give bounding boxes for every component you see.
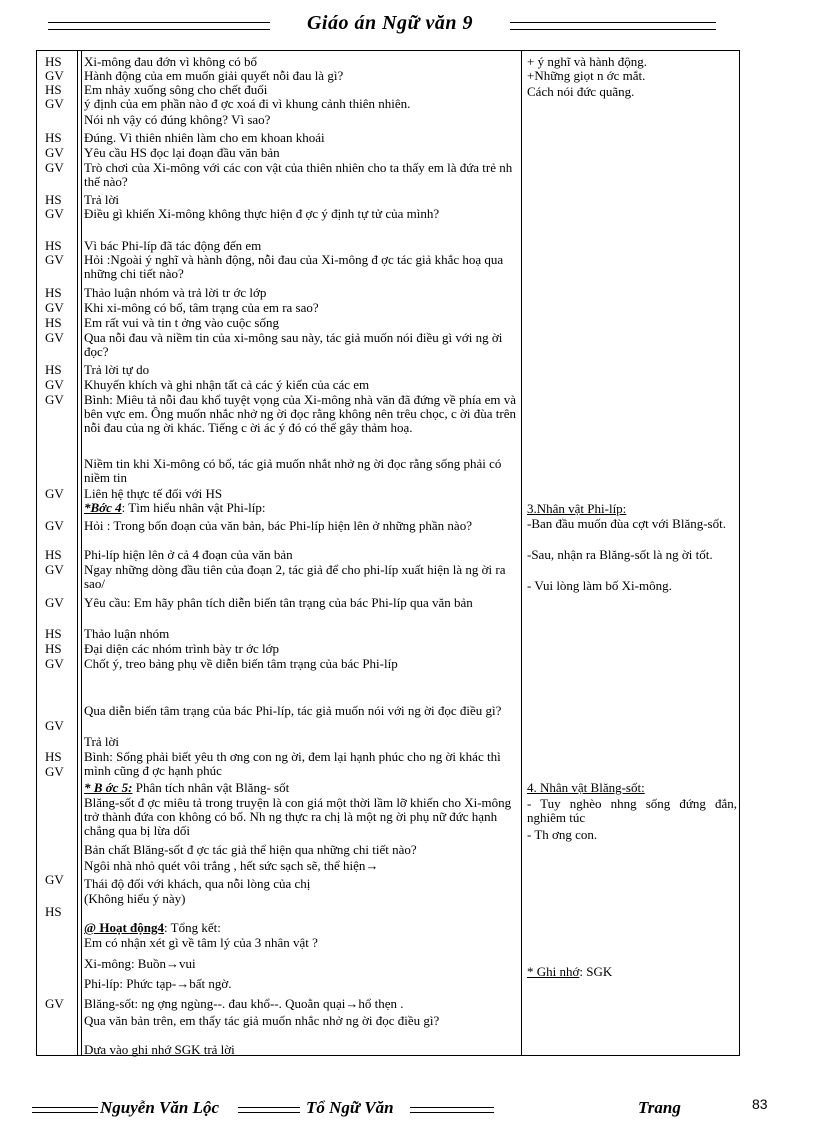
role-label: GV (45, 160, 64, 175)
right-arrow-icon: → (365, 858, 379, 873)
page-number: 83 (752, 1096, 768, 1112)
content-line: Blăng-sốt: ng ợng ngùng--. đau khổ--. Quoằn quại→hổ thẹn . (84, 996, 404, 1011)
role-label: HS (45, 904, 62, 919)
role-label: HS (45, 547, 62, 562)
role-label: HS (45, 362, 62, 377)
role-label: HS (45, 54, 62, 69)
content-line: Xi-mông: Buồn→vui (84, 956, 196, 971)
content-line: Bản chất Blăng-sốt đ ợc tác giả thể hiện qua những chi tiết nào? (84, 842, 417, 857)
note-line: * Ghi nhớ: SGK (527, 964, 613, 979)
note-line: +Những giọt n ớc mắt. (527, 68, 646, 83)
role-label: GV (45, 330, 64, 345)
content-line: Qua diễn biến tâm trạng của bác Phi-líp, tác giả muốn nói với ng ời đọc điều gì? (84, 703, 502, 718)
content-line: Khi xi-mông có bố, tâm trạng của em ra sao? (84, 300, 319, 315)
content-line: Đại diện các nhóm trình bày tr ớc lớp (84, 641, 279, 656)
content-line: Qua nỗi đau và niềm tin của xi-mông sau này, tác giả muốn nói điều gì với ng ời đọc? (84, 330, 503, 359)
role-label: GV (45, 96, 64, 111)
role-label: GV (45, 595, 64, 610)
content-line: Phi-líp: Phức tạp-→bất ngờ. (84, 976, 232, 991)
role-label: GV (45, 206, 64, 221)
role-label: GV (45, 656, 64, 671)
content-line: Trả lời (84, 734, 119, 749)
content-line: Ngay những dòng đầu tiên của đoạn 2, tác giả để cho phi-líp xuất hiện là ng ời ra sao/ (84, 562, 506, 591)
step-heading: * B ớc 5: (84, 780, 133, 795)
note-line: -Sau, nhận ra Blăng-sốt là ng ời tốt. (527, 547, 713, 562)
content-line (84, 781, 518, 795)
content-line: Em có nhận xét gì về tâm lý của 3 nhân vật ? (84, 935, 318, 950)
footer-rule (32, 1107, 98, 1113)
content-line: Hỏi : Trong bốn đoạn của văn bản, bác Phi-líp hiện lên ở những phần nào? (84, 518, 472, 533)
content-line: Liên hệ thực tế đối với HS (84, 486, 223, 501)
column-divider (77, 51, 78, 1055)
content-line: Hành động của em muốn giải quyết nỗi đau là gì? (84, 68, 344, 83)
step-heading: *Bớc 4 (84, 500, 122, 515)
note-line: + ý nghĩ và hành động. (527, 54, 647, 69)
role-label: GV (45, 68, 64, 83)
role-label: GV (45, 718, 64, 733)
activity-heading: @ Hoạt động4 (84, 920, 164, 935)
content-line: Chốt ý, treo bảng phụ về diễn biến tâm trạng của bác Phi-líp (84, 656, 398, 671)
role-label: GV (45, 764, 64, 779)
content-line: Hỏi :Ngoài ý nghĩ và hành động, nỗi đau của Xi-mông đ ợc tác giả khắc hoạ qua những chi tiết nào? (84, 252, 504, 281)
content-line: ý định của em phần nào đ ợc xoá đi vì khung cảnh thiên nhiên. (84, 96, 411, 111)
role-label: GV (45, 392, 64, 407)
content-line: Trò chơi của Xi-mông với các con vật của thiên nhiên cho ta thấy em là đứa trẻ nh thế nào? (84, 160, 513, 189)
footer-author: Nguyễn Văn Lộc (100, 1098, 219, 1117)
lesson-table (36, 50, 740, 1056)
content-line: Em nhảy xuống sông cho chết đuối (84, 82, 268, 97)
column-divider (81, 51, 82, 1055)
footer-rule (410, 1107, 494, 1113)
content-line: Em rất vui và tin t ởng vào cuộc sống (84, 315, 279, 330)
role-label: GV (45, 145, 64, 160)
role-label: HS (45, 238, 62, 253)
content-line: Dựa vào ghi nhớ SGK trả lời (84, 1042, 235, 1057)
content-line: Ngôi nhà nhỏ quét vôi trắng , hết sức sạch sẽ, thể hiện→ (84, 858, 379, 873)
role-label: GV (45, 486, 64, 501)
content-line: Trả lời tự do (84, 362, 150, 377)
role-label: HS (45, 626, 62, 641)
content-line: Bình: Miêu tả nỗi đau khổ tuyệt vọng của Xi-mông nhà văn đã đứng về phía em và bên vực em. Ông muốn nhắc nhở ng ời đọc rằng không nên trêu chọc, c ời đùa trên nỗi đau của ng ời khác. Tiếng c ời ác ý đó có thể gây thảm hoạ. (84, 392, 516, 435)
footer-trang: Trang (638, 1098, 681, 1117)
role-label: HS (45, 285, 62, 300)
content-line: Thái độ đối với khách, qua nỗi lòng của chị (84, 876, 311, 891)
role-label: GV (45, 377, 64, 392)
role-label: GV (45, 300, 64, 315)
note-line: - Vui lòng làm bố Xi-mông. (527, 578, 672, 593)
role-label: HS (45, 315, 62, 330)
page-footer (32, 1098, 744, 1120)
content-line: Nói nh vậy có đúng không? Vì sao? (84, 112, 271, 127)
role-label: GV (45, 518, 64, 533)
right-arrow-icon: → (176, 976, 190, 991)
note-heading: 3.Nhân vật Phi-líp: (527, 501, 627, 516)
right-arrow-icon: → (345, 996, 359, 1011)
header-title: Giáo án Ngữ văn 9 (306, 12, 474, 34)
content-line: Niềm tin khi Xi-mông có bố, tác giả muốn nhắt nhở ng ời đọc rằng sống phải có niềm tin (84, 456, 502, 485)
content-line: Thảo luận nhóm và trả lời tr ớc lớp (84, 285, 267, 300)
note-line: - Th ơng con. (527, 827, 598, 842)
content-line: Khuyến khích và ghi nhận tất cả các ý kiến của các em (84, 377, 370, 392)
content-line (84, 501, 518, 515)
content-line: Blăng-sốt đ ợc miêu tả trong truyện là con giá một thời lầm lỡ khiến cho Xi-mông trở thành đứa con không có bố. Nh ng thực ra chị là một ng ời phụ nữ đức hạnh chẳng qua bị lừa dối (84, 795, 512, 838)
content-line: Vì bác Phi-líp đã tác động đến em (84, 238, 262, 253)
content-line: @ Hoạt động4: Tổng kết: (84, 920, 221, 935)
content-line: Đúng. Vì thiên nhiên làm cho em khoan khoái (84, 130, 325, 145)
content-line: Xi-mông đau đớn vì không có bố (84, 54, 257, 69)
role-label: GV (45, 252, 64, 267)
content-line: Yêu cầu HS đọc lại đoạn đầu văn bản (84, 145, 280, 160)
role-label: GV (45, 872, 64, 887)
content-line: Điều gì khiến Xi-mông không thực hiện đ ợc ý định tự tử của mình? (84, 206, 440, 221)
memo-label: * Ghi nhớ (527, 964, 580, 979)
content-line: Yêu cầu: Em hãy phân tích diễn biến tân trạng của bác Phi-líp qua văn bản (84, 595, 473, 610)
column-divider (521, 51, 522, 1055)
header-rule-right (510, 22, 716, 30)
note-line: Cách nói đức quãng. (527, 84, 635, 99)
note-heading: 4. Nhân vật Blăng-sốt: (527, 780, 645, 795)
role-label: HS (45, 192, 62, 207)
header-rule-left (48, 22, 270, 30)
role-label: HS (45, 641, 62, 656)
content-line: Bình: Sống phải biết yêu th ơng con ng ời, đem lại hạnh phúc cho ng ời khác thì mình cũng đ ợc hạnh phúc (84, 749, 501, 778)
role-label: GV (45, 562, 64, 577)
role-label: HS (45, 82, 62, 97)
content-line: Thảo luận nhóm (84, 626, 170, 641)
page-header (48, 14, 716, 40)
content-line: Phi-líp hiện lên ở cả 4 đoạn của văn bản (84, 547, 293, 562)
role-label: GV (45, 996, 64, 1011)
content-line: (Không hiểu ý này) (84, 891, 186, 906)
content-line: Qua văn bản trên, em thấy tác giả muốn nhắc nhở ng ời đọc điều gì? (84, 1013, 440, 1028)
note-line: - Tuy nghèo nhng sống đứng đắn, nghiêm túc (527, 796, 737, 825)
content-line: Trả lời (84, 192, 119, 207)
footer-rule (238, 1107, 300, 1113)
step-title: : Tìm hiểu nhân vật Phi-líp: (121, 500, 266, 515)
right-arrow-icon: → (165, 956, 179, 971)
role-label: HS (45, 130, 62, 145)
note-line: -Ban đầu muốn đùa cợt với Blăng-sốt. (527, 516, 726, 531)
step-title: Phân tích nhân vật Blăng- sốt (132, 780, 290, 795)
footer-group: Tổ Ngữ Văn (306, 1098, 394, 1117)
role-label: HS (45, 749, 62, 764)
